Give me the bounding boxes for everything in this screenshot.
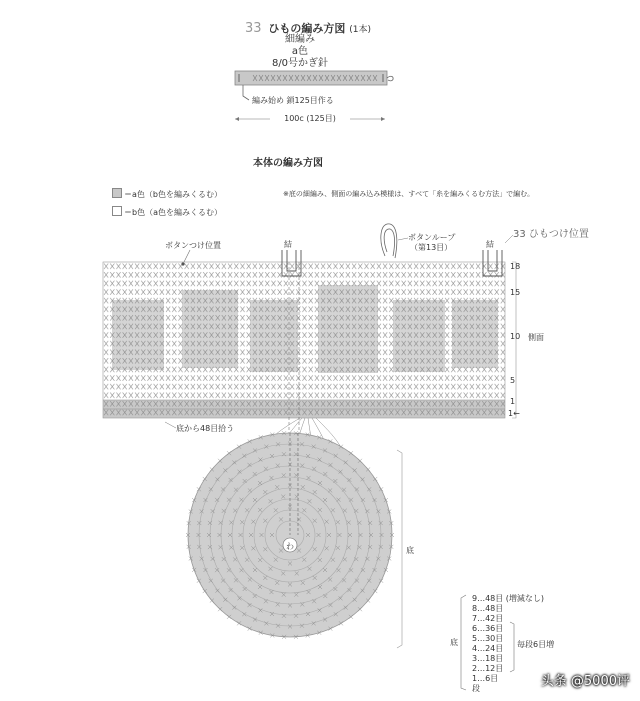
table-row: 2…12目 xyxy=(472,664,504,673)
table-row: 4…24目 xyxy=(472,644,504,653)
row-label-10: 10 xyxy=(510,332,521,341)
table-row: 3…18目 xyxy=(472,654,504,663)
knot-label-right: 結 xyxy=(486,240,494,249)
strap-stitch: 細編み xyxy=(285,34,315,45)
table-row: 5…30目 xyxy=(472,634,504,643)
bottom-disc xyxy=(186,431,394,639)
legend-a-text: ＝a色（b色を編みくるむ） xyxy=(124,190,222,199)
strap-position-label: 33 ひもつけ位置 xyxy=(513,229,589,240)
row-label-1: 1 xyxy=(510,397,516,406)
body-note: ※底の細編み、側面の編み込み模様は、すべて「糸を編みくるむ方法」で編む。 xyxy=(283,190,535,198)
table-row: 6…36目 xyxy=(472,624,504,633)
button-loop xyxy=(381,224,397,258)
table-footer: 段 xyxy=(472,684,480,693)
svg-text:わ: わ xyxy=(286,542,294,551)
table-row: 8…48目 xyxy=(472,604,504,613)
table-label: 底 xyxy=(450,638,458,647)
body-title: 本体の編み方図 xyxy=(253,158,323,169)
pickup-label: 底から48目拾う xyxy=(176,424,235,433)
strap-color: a色 xyxy=(291,46,309,57)
button-position-label: ボタンつけ位置 xyxy=(165,241,221,250)
table-row: 1…6目 xyxy=(472,674,499,683)
button-loop-row: （第13目） xyxy=(410,243,453,252)
side-label: 側面 xyxy=(528,333,544,342)
legend-b-text: ＝b色（a色を編みくるむ） xyxy=(124,208,222,217)
table-row: 7…42目 xyxy=(472,614,504,623)
row-label-5: 5 xyxy=(510,376,516,385)
strap-start-note: 編み始め 鎖125目作る xyxy=(252,96,334,105)
strap-count: (1本) xyxy=(349,25,371,35)
strap-number: 33 xyxy=(245,21,262,36)
watermark: 头条 @5000评 xyxy=(540,674,630,689)
increase-table xyxy=(472,594,544,684)
row-label-15: 15 xyxy=(510,288,521,297)
button-loop-label: ボタンループ xyxy=(408,233,456,242)
knot-label-left: 結 xyxy=(284,240,292,249)
bottom-label: 底 xyxy=(406,546,414,555)
strap-title-text: ひもの編み方図 xyxy=(268,22,346,35)
row-label-top: 18 xyxy=(510,262,521,271)
strap-length: 100c (125目) xyxy=(284,114,336,123)
strap-hook: 8/0号かぎ針 xyxy=(271,58,329,69)
row-label-start: 1← xyxy=(508,409,520,418)
increase-note: 毎段6目増 xyxy=(517,640,555,649)
cross-stitch-grid xyxy=(103,262,505,418)
table-row: 9…48目 (増減なし) xyxy=(472,594,545,603)
